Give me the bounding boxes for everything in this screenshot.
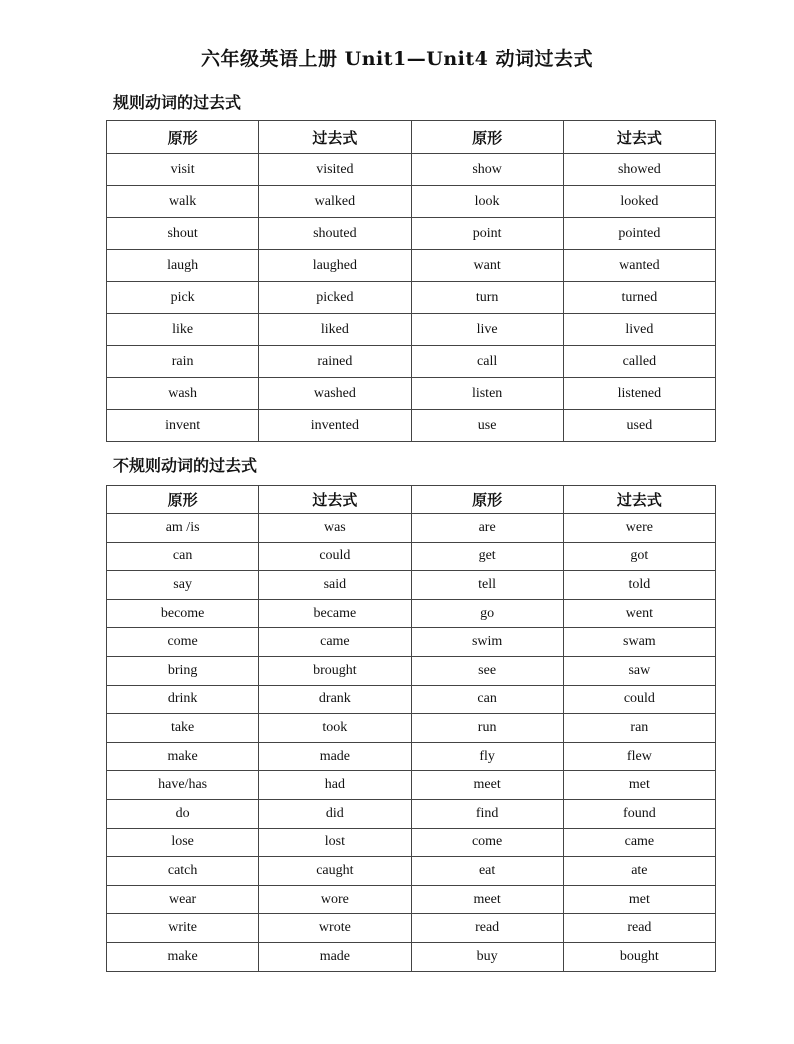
- table-row: [107, 714, 716, 743]
- cell-past-tense: ate: [563, 857, 715, 886]
- cell-base-form: meet: [411, 885, 563, 914]
- table-row: [107, 685, 716, 714]
- cell-base-form: use: [411, 410, 563, 442]
- table-row: [107, 799, 716, 828]
- cell-base-form: turn: [411, 282, 563, 314]
- cell-past-tense: said: [259, 571, 411, 600]
- cell-base-form: buy: [411, 942, 563, 971]
- cell-base-form: write: [107, 914, 259, 943]
- table-row: [107, 542, 716, 571]
- cell-past-tense: walked: [259, 186, 411, 218]
- table-row: [107, 914, 716, 943]
- cell-base-form: fly: [411, 742, 563, 771]
- cell-base-form: live: [411, 314, 563, 346]
- table-row: [107, 599, 716, 628]
- cell-past-tense: drank: [259, 685, 411, 714]
- cell-base-form: laugh: [107, 250, 259, 282]
- cell-base-form: look: [411, 186, 563, 218]
- cell-past-tense: became: [259, 599, 411, 628]
- header-past-tense: 过去式: [563, 121, 715, 154]
- cell-base-form: eat: [411, 857, 563, 886]
- cell-base-form: drink: [107, 685, 259, 714]
- cell-base-form: call: [411, 346, 563, 378]
- cell-base-form: can: [107, 542, 259, 571]
- cell-past-tense: lived: [563, 314, 715, 346]
- cell-past-tense: brought: [259, 656, 411, 685]
- regular-verbs-table: [106, 120, 716, 442]
- cell-base-form: pick: [107, 282, 259, 314]
- cell-past-tense: used: [563, 410, 715, 442]
- cell-past-tense: laughed: [259, 250, 411, 282]
- header-base-form: 原形: [107, 486, 259, 514]
- cell-past-tense: wanted: [563, 250, 715, 282]
- cell-past-tense: could: [563, 685, 715, 714]
- table-row: [107, 857, 716, 886]
- cell-base-form: lose: [107, 828, 259, 857]
- header-past-tense: 过去式: [259, 121, 411, 154]
- table-row: [107, 154, 716, 186]
- cell-base-form: find: [411, 799, 563, 828]
- table-row: [107, 250, 716, 282]
- cell-base-form: wash: [107, 378, 259, 410]
- cell-base-form: point: [411, 218, 563, 250]
- cell-base-form: take: [107, 714, 259, 743]
- table-row: [107, 828, 716, 857]
- cell-past-tense: was: [259, 514, 411, 543]
- cell-base-form: come: [411, 828, 563, 857]
- cell-past-tense: wore: [259, 885, 411, 914]
- cell-base-form: do: [107, 799, 259, 828]
- table-row: [107, 186, 716, 218]
- cell-base-form: make: [107, 742, 259, 771]
- cell-past-tense: did: [259, 799, 411, 828]
- header-past-tense: 过去式: [259, 486, 411, 514]
- cell-past-tense: called: [563, 346, 715, 378]
- cell-base-form: show: [411, 154, 563, 186]
- cell-base-form: wear: [107, 885, 259, 914]
- table-header-row: [107, 486, 716, 514]
- cell-base-form: see: [411, 656, 563, 685]
- cell-base-form: visit: [107, 154, 259, 186]
- table-row: [107, 742, 716, 771]
- table-row: [107, 282, 716, 314]
- cell-past-tense: found: [563, 799, 715, 828]
- cell-past-tense: liked: [259, 314, 411, 346]
- table-row: [107, 656, 716, 685]
- cell-base-form: can: [411, 685, 563, 714]
- cell-base-form: have/has: [107, 771, 259, 800]
- cell-past-tense: came: [259, 628, 411, 657]
- cell-past-tense: listened: [563, 378, 715, 410]
- cell-base-form: tell: [411, 571, 563, 600]
- cell-base-form: meet: [411, 771, 563, 800]
- cell-base-form: rain: [107, 346, 259, 378]
- table-row: [107, 942, 716, 971]
- table-row: [107, 378, 716, 410]
- cell-base-form: listen: [411, 378, 563, 410]
- cell-base-form: want: [411, 250, 563, 282]
- cell-past-tense: saw: [563, 656, 715, 685]
- cell-past-tense: showed: [563, 154, 715, 186]
- cell-past-tense: shouted: [259, 218, 411, 250]
- cell-past-tense: flew: [563, 742, 715, 771]
- cell-past-tense: bought: [563, 942, 715, 971]
- cell-past-tense: told: [563, 571, 715, 600]
- cell-past-tense: read: [563, 914, 715, 943]
- header-base-form: 原形: [107, 121, 259, 154]
- irregular-verbs-table: [106, 485, 716, 972]
- cell-base-form: become: [107, 599, 259, 628]
- header-base-form: 原形: [411, 486, 563, 514]
- cell-past-tense: took: [259, 714, 411, 743]
- cell-base-form: read: [411, 914, 563, 943]
- cell-past-tense: were: [563, 514, 715, 543]
- cell-base-form: catch: [107, 857, 259, 886]
- cell-past-tense: looked: [563, 186, 715, 218]
- cell-past-tense: got: [563, 542, 715, 571]
- header-base-form: 原形: [411, 121, 563, 154]
- cell-base-form: bring: [107, 656, 259, 685]
- table-row: [107, 771, 716, 800]
- cell-past-tense: could: [259, 542, 411, 571]
- cell-base-form: are: [411, 514, 563, 543]
- cell-past-tense: wrote: [259, 914, 411, 943]
- cell-past-tense: had: [259, 771, 411, 800]
- table-row: [107, 314, 716, 346]
- cell-base-form: am /is: [107, 514, 259, 543]
- cell-base-form: walk: [107, 186, 259, 218]
- cell-base-form: get: [411, 542, 563, 571]
- table-row: [107, 885, 716, 914]
- cell-past-tense: visited: [259, 154, 411, 186]
- cell-past-tense: met: [563, 885, 715, 914]
- table-row: [107, 218, 716, 250]
- cell-base-form: swim: [411, 628, 563, 657]
- cell-base-form: shout: [107, 218, 259, 250]
- regular-verbs-heading: 规则动词的过去式: [113, 93, 242, 112]
- cell-past-tense: made: [259, 942, 411, 971]
- table-header-row: [107, 121, 716, 154]
- cell-past-tense: met: [563, 771, 715, 800]
- cell-base-form: come: [107, 628, 259, 657]
- cell-past-tense: invented: [259, 410, 411, 442]
- cell-base-form: invent: [107, 410, 259, 442]
- table-row: [107, 571, 716, 600]
- cell-past-tense: picked: [259, 282, 411, 314]
- cell-past-tense: came: [563, 828, 715, 857]
- cell-base-form: like: [107, 314, 259, 346]
- cell-base-form: make: [107, 942, 259, 971]
- cell-past-tense: caught: [259, 857, 411, 886]
- table-row: [107, 628, 716, 657]
- irregular-verbs-heading: 不规则动词的过去式: [113, 456, 258, 475]
- cell-past-tense: went: [563, 599, 715, 628]
- table-row: [107, 346, 716, 378]
- cell-base-form: go: [411, 599, 563, 628]
- table-row: [107, 410, 716, 442]
- cell-past-tense: ran: [563, 714, 715, 743]
- cell-past-tense: rained: [259, 346, 411, 378]
- cell-past-tense: turned: [563, 282, 715, 314]
- cell-past-tense: pointed: [563, 218, 715, 250]
- table-row: [107, 514, 716, 543]
- cell-past-tense: lost: [259, 828, 411, 857]
- page-title: 六年级英语上册 Unit1—Unit4 动词过去式: [201, 48, 593, 70]
- cell-past-tense: washed: [259, 378, 411, 410]
- cell-base-form: say: [107, 571, 259, 600]
- cell-past-tense: swam: [563, 628, 715, 657]
- header-past-tense: 过去式: [563, 486, 715, 514]
- cell-past-tense: made: [259, 742, 411, 771]
- cell-base-form: run: [411, 714, 563, 743]
